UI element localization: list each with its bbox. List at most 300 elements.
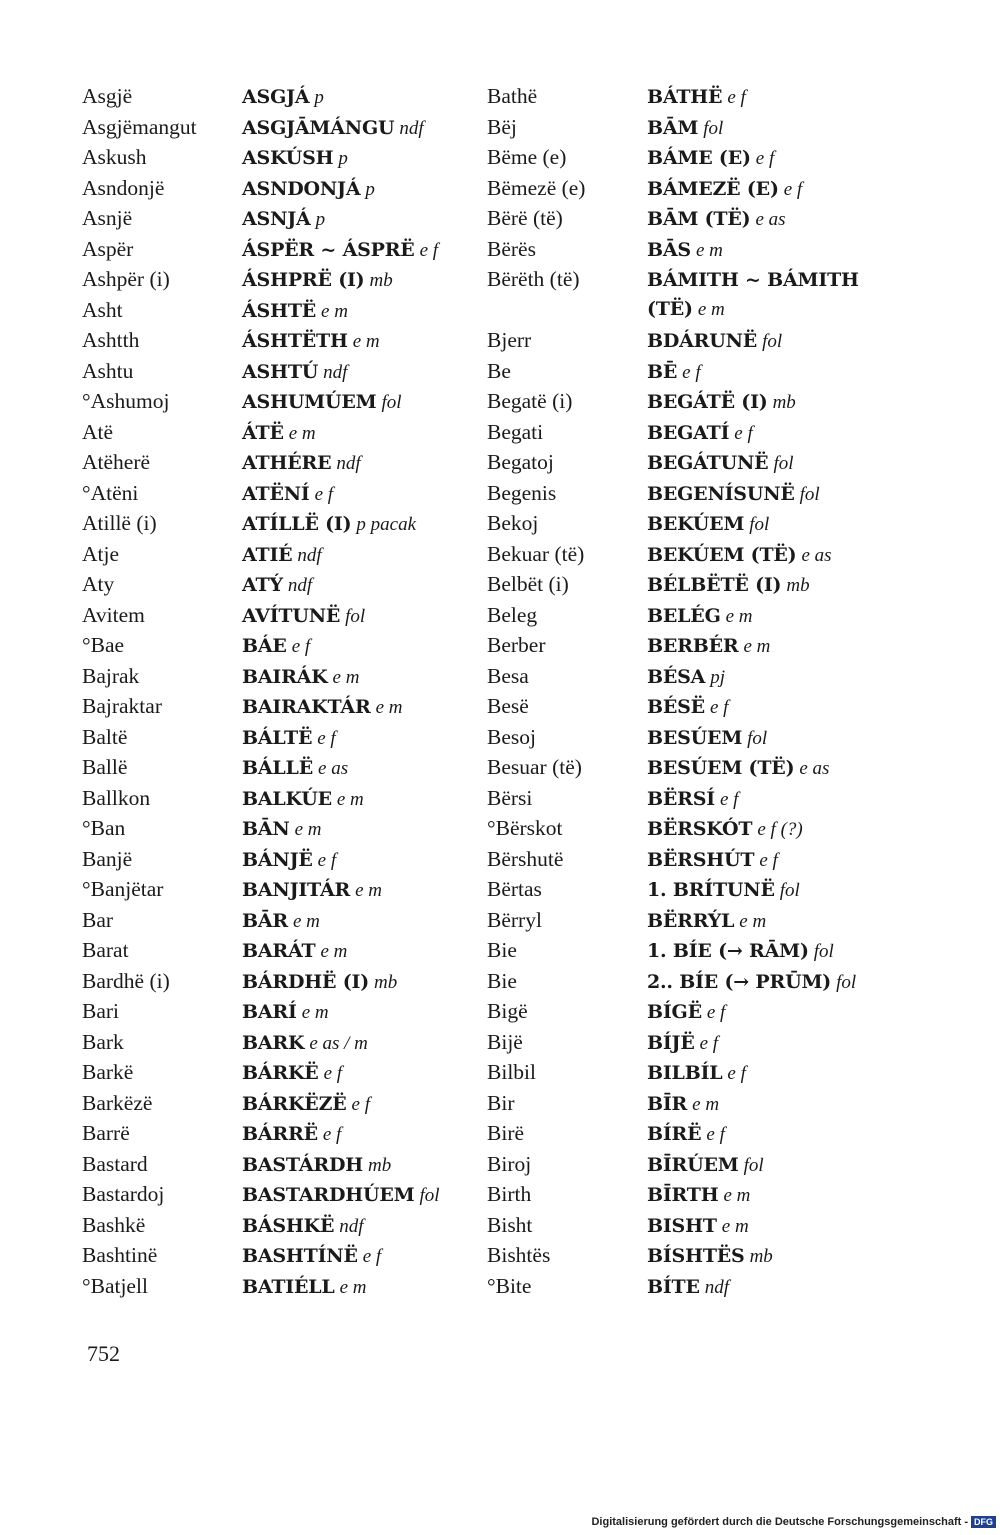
source-word: Bëj [487,114,517,139]
grammar-label: mb [373,971,398,993]
dictionary-entry [487,481,864,512]
headword: ATËNÍ [242,482,310,505]
source-word: °Bae [82,633,125,657]
source-word: Bie [487,938,517,962]
dictionary-entry [487,1030,864,1061]
headword: BANJITÁR [242,879,351,901]
grammar-label: fol [773,453,794,474]
grammar-label: e f [419,239,439,261]
source-word: Bardhë (i) [82,968,170,993]
grammar-label: e f [362,1246,382,1267]
source-word: Bërës [487,236,536,261]
dictionary-entry [82,359,440,390]
source-word: Barkë [82,1060,134,1084]
source-word: Bie [487,968,517,993]
headword: ASKÚSH [242,147,334,169]
headword: BEGÁTUNË [647,452,769,474]
dictionary-entry [487,206,864,237]
headword: BEGENÍSUNË [647,482,795,505]
grammar-label: e f [709,697,729,718]
dictionary-entry [487,633,864,664]
grammar-label: e as [799,758,830,779]
dictionary-entry [487,389,864,420]
grammar-label: e f [322,1124,342,1145]
headword: ASNDONJÁ [242,177,361,200]
grammar-label: e m [321,300,348,322]
grammar-label: fol [762,331,783,352]
source-word: Besë [487,694,529,718]
headword: BËRSHÚT [647,848,755,871]
dictionary-entry [82,755,440,786]
dictionary-entry [82,450,440,481]
headword: ÁTË [242,421,284,444]
headword: BÁRDHË (I) [242,970,369,993]
grammar-label: fol [779,880,800,901]
headword: BASHTÍNË [242,1245,358,1267]
headword: BÁNJË [242,848,313,871]
source-word: Bijë [487,1029,523,1054]
source-word: Baltë [82,724,128,749]
source-word: Begatë (i) [487,389,573,413]
dictionary-entry [487,1243,864,1274]
source-word: Bëmezë (e) [487,175,586,200]
grammar-label: fol [747,727,768,749]
source-word: Besoj [487,724,536,749]
source-word: Bir [487,1090,515,1115]
headword: BERBÉR [647,635,739,657]
grammar-label: e f [351,1093,371,1115]
grammar-label: pj [710,666,725,688]
headword: BÁTHË [647,86,723,108]
source-word: Asnjë [82,206,133,230]
source-word: Bigë [487,999,528,1023]
headword: ÁSHTË [242,299,317,322]
dictionary-entry [82,816,440,847]
source-word: °Banjëtar [82,877,164,901]
source-word: Beleg [487,602,538,627]
page-number: 752 [87,1341,120,1366]
source-word: Bërryl [487,907,542,932]
headword: BÍRË [647,1123,702,1145]
source-word: Begenis [487,480,557,505]
headword: BÁRRË [242,1123,318,1145]
source-word: °Ban [82,816,126,840]
dfg-logo: DFG [971,1516,996,1528]
dictionary-entry [487,420,864,451]
source-word: Birë [487,1121,525,1145]
headword: ASHUMÚEM [242,391,377,413]
source-word: Ashtu [82,358,134,383]
dictionary-entry [487,938,864,969]
headword: AVÍTUNË [242,604,341,627]
dictionary-entry [487,298,864,329]
grammar-label: e f [727,1063,746,1084]
grammar-label: e f (?) [757,819,803,840]
dictionary-entry [82,145,440,176]
grammar-label: e as [801,544,832,566]
headword: (TË) [647,297,693,320]
dictionary-entry [487,328,864,359]
dictionary-entry [487,999,864,1030]
grammar-label: p pacak [356,514,417,535]
source-word: Bërtas [487,877,542,901]
source-word: °Bërskot [487,816,563,840]
headword: ATÍLLË (I) [242,513,352,535]
dictionary-entry [82,1060,440,1091]
dictionary-entry [487,542,864,573]
dictionary-entry [82,511,440,542]
dictionary-entry [487,847,864,878]
dictionary-entry [82,938,440,969]
grammar-label: mb [772,392,796,413]
dictionary-entry [82,664,440,695]
grammar-label: e m [301,1002,329,1023]
grammar-label: fol [743,1154,764,1176]
dictionary-entry [487,237,864,268]
dictionary-entry [82,542,440,573]
headword: BÍJË [647,1031,695,1054]
headword: BESÚEM [647,726,743,749]
source-word: Bajraktar [82,694,162,718]
grammar-label: ndf [287,575,313,596]
grammar-label: mb [786,575,810,596]
grammar-label: p [338,148,348,169]
dictionary-entry [82,328,440,359]
grammar-label: ndf [323,361,348,383]
dictionary-entry [487,969,864,1000]
grammar-label: e f [706,1002,726,1023]
source-word: Ashpër (i) [82,267,170,291]
headword: BĀS [647,238,691,261]
grammar-label: mb [369,270,393,291]
headword: BARÁT [242,940,316,962]
headword: BÉSA [647,665,706,688]
source-word: Bastardoj [82,1182,165,1206]
source-word: Bisht [487,1212,533,1237]
dictionary-entry [82,999,440,1030]
dictionary-entry [82,115,440,146]
dictionary-entry [82,1121,440,1152]
grammar-label: e m [332,666,360,688]
dictionary-entry [487,359,864,390]
headword: BESÚEM (TË) [647,757,795,779]
grammar-label: fol [419,1185,440,1206]
dictionary-entry [82,786,440,817]
headword: 1. BRÍTUNË [647,879,775,901]
dictionary-entry [487,786,864,817]
headword: ATÝ [242,574,283,596]
dictionary-entry [82,389,440,420]
grammar-label: e m [293,910,320,932]
source-word: Besa [487,663,529,688]
grammar-label: e m [375,697,403,718]
headword: BĪRTH [647,1184,719,1206]
dictionary-entry [487,511,864,542]
source-word: Asgjëmangut [82,114,197,139]
dictionary-entry [82,633,440,664]
headword: ASGJĀMÁNGU [242,116,395,139]
grammar-label: mb [367,1154,392,1176]
grammar-label: fol [381,392,402,413]
dictionary-entry [82,1152,440,1183]
dictionary-entry [487,603,864,634]
dictionary-entry [487,1274,864,1305]
source-word: Bërëth (të) [487,267,580,291]
dictionary-entry [82,969,440,1000]
headword: BĪR [647,1092,688,1115]
grammar-label: ndf [399,117,424,139]
source-word: Atillë (i) [82,511,157,535]
grammar-label: e m [697,298,725,320]
grammar-label: ndf [336,453,361,474]
grammar-label: e m [723,1185,751,1206]
headword: BEGÁTË (I) [647,391,768,413]
headword: BÁLLË [242,757,314,779]
source-word: Belbët (i) [487,572,569,596]
left-column [82,84,440,1304]
right-column [487,84,864,1304]
grammar-label: p [315,209,326,230]
dictionary-entry [487,572,864,603]
source-word: Barrë [82,1121,130,1145]
headword: BAIRÁK [242,665,328,688]
grammar-label: fol [813,941,834,962]
headword: BASTÁRDH [242,1153,363,1176]
source-word: Bari [82,999,120,1023]
grammar-label: fol [836,971,857,993]
headword: BEKÚEM (TË) [647,543,797,566]
source-word: Berber [487,633,546,657]
dictionary-entry [487,1152,864,1183]
grammar-label: fol [749,514,770,535]
grammar-label: e m [288,422,316,444]
dictionary-entry [487,1091,864,1122]
grammar-label: ndf [704,1276,730,1298]
source-word: Bërsi [487,785,533,810]
headword: ASHTÚ [242,360,319,383]
dictionary-entry [82,877,440,908]
headword: BATIÉLL [242,1275,335,1298]
grammar-label: e f [682,361,701,383]
grammar-label: e m [743,636,771,657]
headword: BÁE [242,635,287,657]
source-word: Ballkon [82,785,151,810]
headword: BÁMEZË (E) [647,177,779,200]
headword: BĀM (TË) [647,208,751,230]
grammar-label: e f [323,1063,343,1084]
headword: BËRSÍ [647,787,715,810]
grammar-label: e m [739,910,767,932]
headword: BÁRKË [242,1062,319,1084]
source-word: Bjerr [487,328,532,352]
source-word: °Atëni [82,480,139,505]
source-word: °Batjell [82,1273,148,1298]
source-word: Aspër [82,236,134,261]
grammar-label: p [314,87,324,108]
dictionary-entry [487,725,864,756]
dictionary-entry [82,725,440,756]
source-word: Bashtinë [82,1243,158,1267]
footer-text: Digitalisierung gefördert durch die Deutsche Forschungsgemeinschaft - [591,1516,968,1528]
source-word: Bajrak [82,663,140,688]
grammar-label: e m [692,1093,720,1115]
source-word: Ashtth [82,328,140,352]
headword: ASNJÁ [242,208,311,230]
source-word: Avitem [82,602,145,627]
footer [591,1516,996,1528]
source-word: °Ashumoj [82,389,170,413]
source-word: Bashkë [82,1212,146,1237]
dictionary-entry [82,1274,440,1305]
dictionary-entry [487,908,864,939]
dictionary-entry [82,603,440,634]
headword: BARÍ [242,1001,297,1023]
dictionary-entry [82,84,440,115]
dictionary-entry [487,1182,864,1213]
dictionary-entry [82,420,440,451]
headword: BDÁRUNË [647,330,758,352]
dictionary-entry [487,450,864,481]
headword: BAIRAKTÁR [242,696,371,718]
dictionary-entry [487,176,864,207]
grammar-label: e f [706,1124,725,1145]
dictionary-entry [487,664,864,695]
grammar-label: e m [320,941,348,962]
headword: ÁSPËR ~ ÁSPRË [242,238,415,261]
source-word: Bastard [82,1151,148,1176]
grammar-label: e m [721,1215,749,1237]
headword: ATHÉRE [242,452,332,474]
headword: BĀM [647,116,699,139]
source-word: Bërshutë [487,846,564,871]
grammar-label: e f [314,483,334,505]
headword: ÁSHTËTH [242,330,348,352]
source-word: Banjë [82,846,133,871]
source-word: Aty [82,572,115,596]
source-word: °Bite [487,1273,532,1298]
headword: BĒ [647,360,678,383]
headword: BEKÚEM [647,513,745,535]
source-word: Bark [82,1029,124,1054]
headword: BÁMITH ~ BÁMITH [647,269,859,291]
dictionary-entry [82,1213,440,1244]
grammar-label: e m [355,880,382,901]
grammar-label: e f [719,788,739,810]
headword: ASGJÁ [242,86,310,108]
headword: BÍGË [647,1001,702,1023]
grammar-label: e m [695,239,723,261]
dictionary-entry [487,267,864,298]
source-word: Bërë (të) [487,206,563,230]
grammar-label: mb [749,1246,773,1267]
source-word: Bekoj [487,511,539,535]
headword: ÁSHPRË (I) [242,269,365,291]
headword: BËRSKÓT [647,818,753,840]
dictionary-entry [82,1030,440,1061]
dictionary-entry [82,847,440,878]
source-word: Barkëzë [82,1090,153,1115]
dictionary-entry [487,1060,864,1091]
dictionary-entry [82,908,440,939]
headword: BÍTE [647,1275,700,1298]
headword: 1. BÍE (→ RĀM) [647,940,809,962]
headword: ATIÉ [242,543,293,566]
headword: BARK [242,1031,305,1054]
dictionary-entry [487,1213,864,1244]
source-word: Bilbil [487,1060,536,1084]
headword: BÍSHTËS [647,1245,745,1267]
dictionary-entry [82,481,440,512]
headword: BÉSË [647,696,705,718]
grammar-label: e f [783,178,803,200]
dictionary-entry [487,1121,864,1152]
grammar-label: p [365,178,375,200]
headword: BEGATÍ [647,421,730,444]
source-word: Askush [82,145,147,169]
headword: BĀN [242,818,290,840]
headword: BÁLTË [242,726,313,749]
dictionary-entry [82,1243,440,1274]
dictionary-entry [487,694,864,725]
grammar-label: e f [734,422,753,444]
source-word: Besuar (të) [487,755,582,779]
source-word: Bishtës [487,1243,551,1267]
grammar-label: e as [755,209,786,230]
source-word: Bëme (e) [487,145,567,169]
headword: BĀR [242,909,288,932]
dictionary-entry [82,237,440,268]
dictionary-entry [487,877,864,908]
grammar-label: e f [727,87,746,108]
grammar-label: e f [317,849,337,871]
headword: BËRRÝL [647,909,735,932]
grammar-label: ndf [297,544,322,566]
dictionary-entry [487,816,864,847]
grammar-label: e as / m [309,1032,368,1054]
source-word: Be [487,358,511,383]
dictionary-entry [82,206,440,237]
grammar-label: e as [318,758,349,779]
source-word: Begati [487,419,544,444]
headword: BALKÚE [242,787,332,810]
source-word: Asht [82,297,123,322]
grammar-label: e m [294,819,322,840]
headword: BELÉG [647,604,721,627]
dictionary-entry [82,694,440,725]
grammar-label: fol [345,605,366,627]
headword: BĪRÚEM [647,1153,739,1176]
dictionary-entry [82,298,440,329]
grammar-label: e f [317,727,336,749]
grammar-label: e f [699,1032,719,1054]
dictionary-entry [487,755,864,786]
dictionary-entry [82,176,440,207]
source-word: Bekuar (të) [487,541,585,566]
headword: BISHT [647,1214,717,1237]
dictionary-entry [82,572,440,603]
source-word: Bar [82,907,114,932]
grammar-label: ndf [339,1215,364,1237]
headword: BÉLBËTË (I) [647,574,782,596]
source-word: Atëherë [82,450,151,474]
grammar-label: e m [339,1276,367,1298]
headword: BÁSHKË [242,1214,335,1237]
grammar-label: e m [725,605,753,627]
grammar-label: e m [336,788,364,810]
headword: BILBÍL [647,1062,723,1084]
headword: 2.. BÍE (→ PRŪM) [647,970,832,993]
dictionary-entry [82,267,440,298]
